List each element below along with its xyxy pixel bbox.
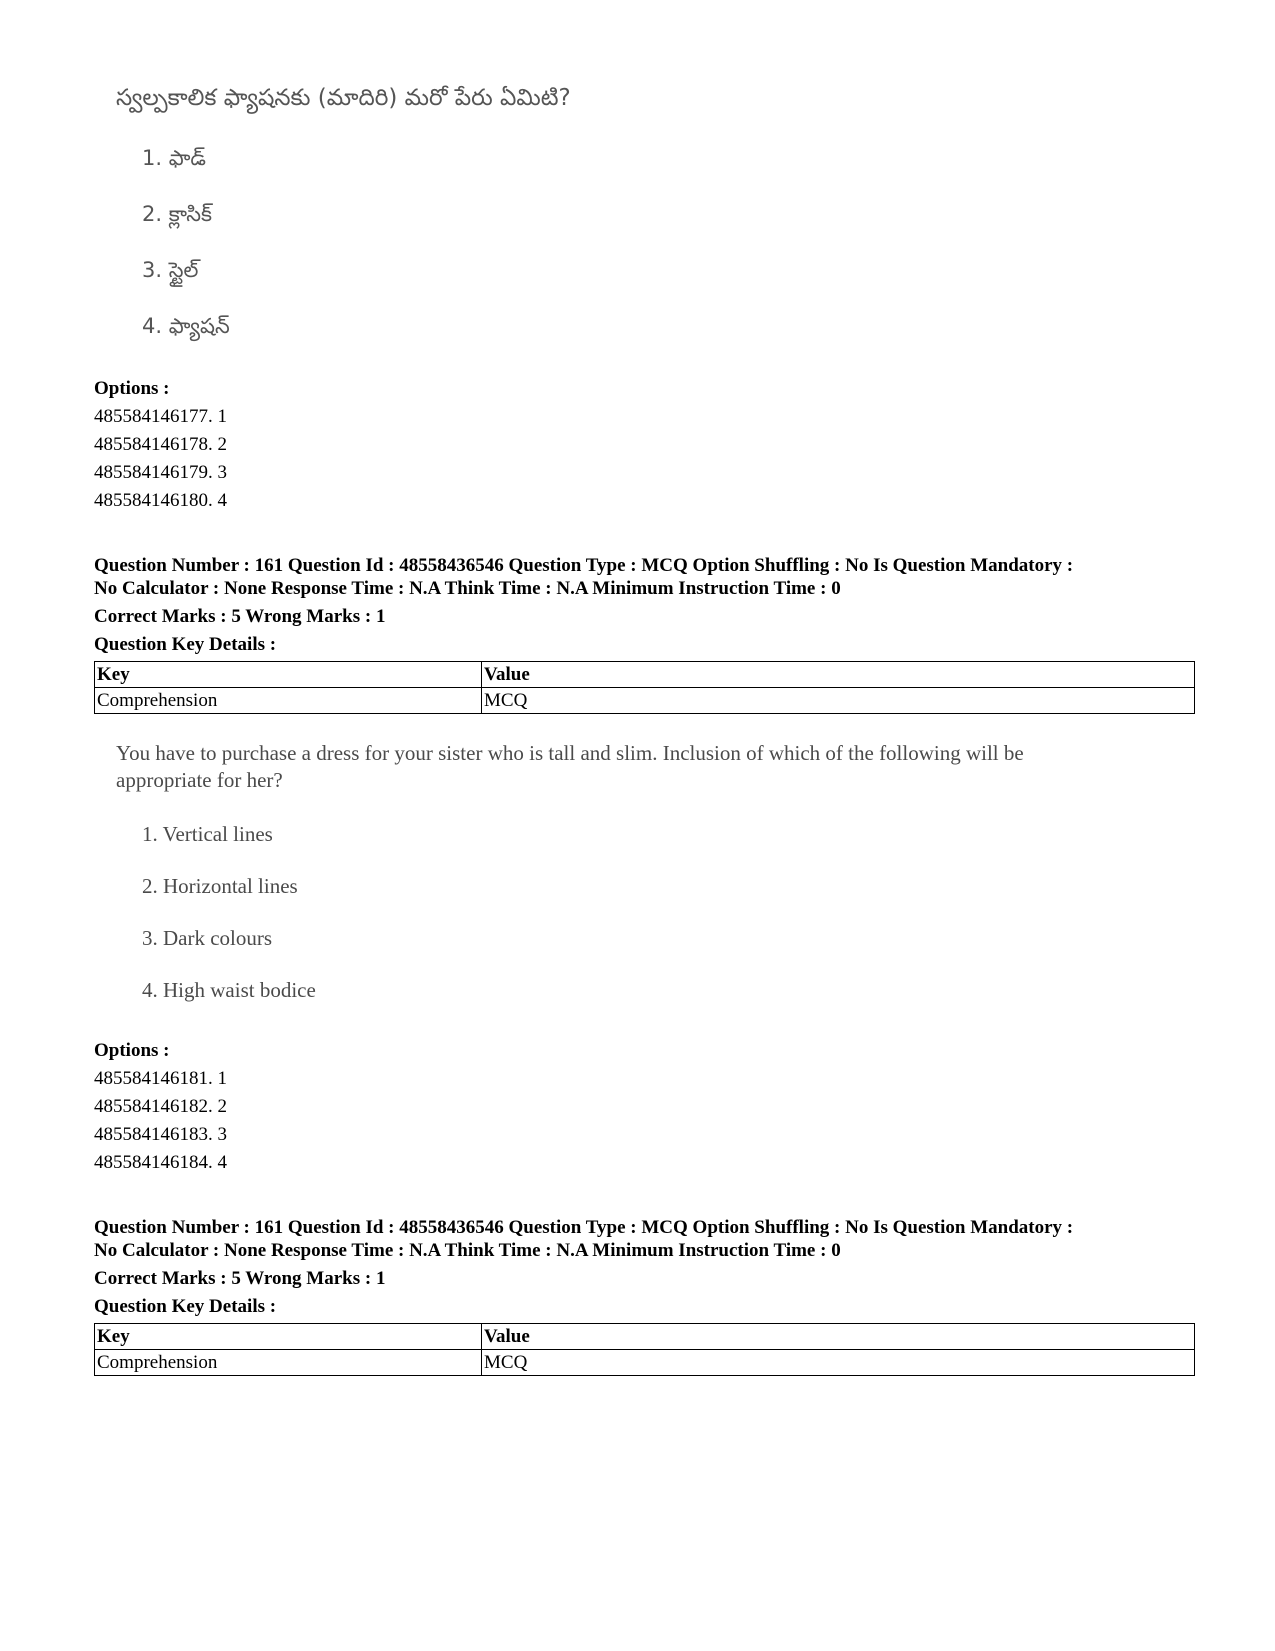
question-1-choice-4: 4. ఫ్యాషన్ [142,314,230,338]
table-header-value: Value [482,1324,1195,1350]
table-cell-key: Comprehension [95,688,482,714]
options-label-2: Options : [94,1040,170,1061]
question-meta-line-1: Question Number : 161 Question Id : 48558436546 Question Type : MCQ Option Shuffling : No Is Question Mandatory : [94,555,1074,576]
option-1-1: 485584146177. 1 [94,406,227,427]
table-cell-value: MCQ [482,1350,1195,1376]
question-key-details-label: Question Key Details : [94,1296,277,1317]
options-label-1: Options : [94,378,170,399]
question-2-choice-1: 1. Vertical lines [142,822,273,846]
question-2-choice-2: 2. Horizontal lines [142,874,298,898]
question-meta-line-2: No Calculator : None Response Time : N.A Think Time : N.A Minimum Instruction Time : 0 [94,1240,841,1261]
table-header-row [95,662,1195,688]
question-2-stem-line-2: appropriate for her? [116,768,283,792]
question-key-table [94,1323,1195,1376]
question-2-image [116,740,1176,1020]
table-row [95,688,1195,714]
question-1-image [116,84,816,354]
question-1-choice-1: 1. ఫాడ్ [142,146,206,170]
question-meta-line-2: No Calculator : None Response Time : N.A Think Time : N.A Minimum Instruction Time : 0 [94,578,841,599]
question-1-stem: స్వల్పకాలిక ఫ్యాషనకు (మాదిరి) మరో పేరు ఏమిటి? [116,85,571,111]
question-key-details-label: Question Key Details : [94,634,277,655]
table-header-row [95,1324,1195,1350]
question-key-table [94,661,1195,714]
question-1-choice-2: 2. క్లాసిక్ [142,202,212,226]
question-marks: Correct Marks : 5 Wrong Marks : 1 [94,1268,386,1289]
option-1-4: 485584146180. 4 [94,490,227,511]
question-meta-line-1: Question Number : 161 Question Id : 48558436546 Question Type : MCQ Option Shuffling : No Is Question Mandatory : [94,1217,1074,1238]
table-header-key: Key [95,662,482,688]
table-cell-key: Comprehension [95,1350,482,1376]
question-marks: Correct Marks : 5 Wrong Marks : 1 [94,606,386,627]
question-2-stem-line-1: You have to purchase a dress for your sister who is tall and slim. Inclusion of which of the following will be [116,741,1024,765]
option-2-4: 485584146184. 4 [94,1152,227,1173]
question-2-choice-4: 4. High waist bodice [142,978,316,1002]
option-2-3: 485584146183. 3 [94,1124,227,1145]
table-row [95,1350,1195,1376]
question-1-choice-3: 3. స్టైల్ [142,258,199,282]
question-2-choice-3: 3. Dark colours [142,926,273,950]
option-1-3: 485584146179. 3 [94,462,227,483]
table-header-key: Key [95,1324,482,1350]
option-2-1: 485584146181. 1 [94,1068,227,1089]
table-cell-value: MCQ [482,688,1195,714]
table-header-value: Value [482,662,1195,688]
option-2-2: 485584146182. 2 [94,1096,227,1117]
option-1-2: 485584146178. 2 [94,434,227,455]
